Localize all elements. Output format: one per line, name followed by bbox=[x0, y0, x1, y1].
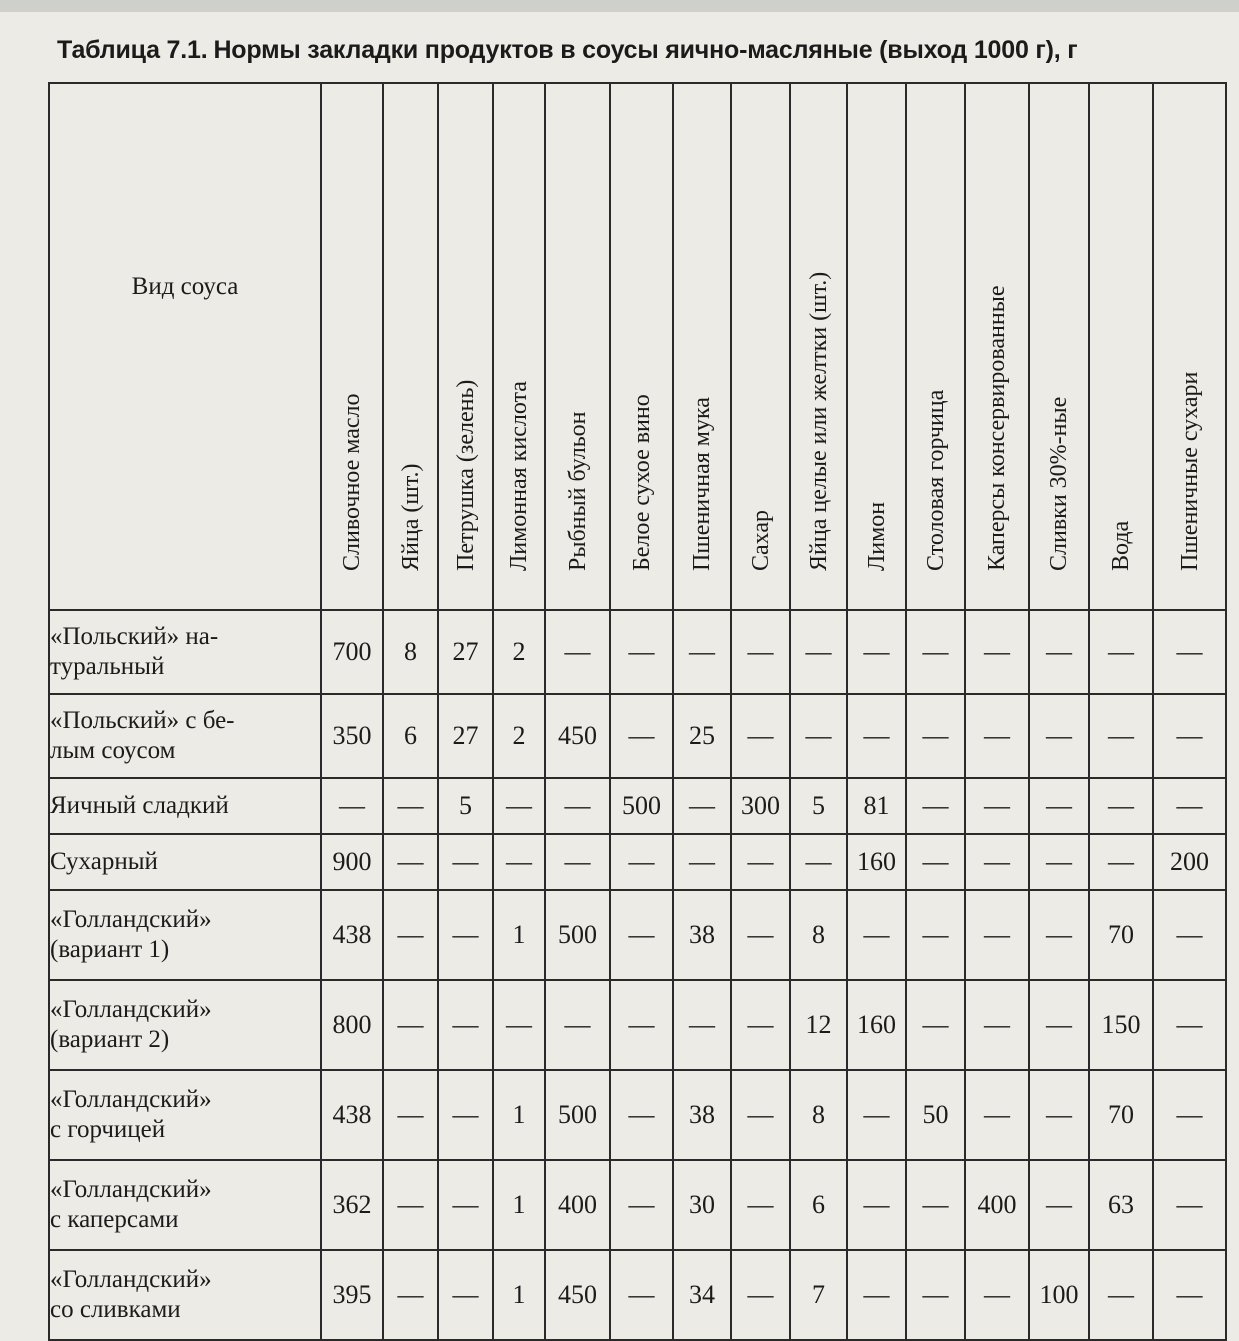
value-cell: — bbox=[1153, 1250, 1226, 1340]
value-cell: — bbox=[1153, 778, 1226, 834]
kind-column-header: Вид соуса bbox=[49, 83, 321, 610]
value-cell: — bbox=[790, 610, 847, 694]
value-cell: — bbox=[673, 778, 731, 834]
value-cell: — bbox=[1089, 778, 1153, 834]
value-cell: 34 bbox=[673, 1250, 731, 1340]
value-cell: — bbox=[847, 1160, 906, 1250]
value-cell: 450 bbox=[545, 694, 610, 778]
value-cell: — bbox=[438, 1250, 493, 1340]
value-cell: 25 bbox=[673, 694, 731, 778]
value-cell: 8 bbox=[790, 890, 847, 980]
value-cell: 500 bbox=[545, 890, 610, 980]
column-header: Рыбный бульон bbox=[545, 83, 610, 610]
value-cell: — bbox=[906, 890, 965, 980]
table-title bbox=[57, 36, 1077, 65]
value-cell: — bbox=[673, 834, 731, 890]
value-cell: — bbox=[1029, 980, 1089, 1070]
value-cell: 81 bbox=[847, 778, 906, 834]
value-cell: 8 bbox=[383, 610, 438, 694]
value-cell: — bbox=[610, 694, 673, 778]
sauce-kind-cell: «Голландский» с горчицей bbox=[49, 1070, 321, 1160]
value-cell: 400 bbox=[965, 1160, 1029, 1250]
value-cell: — bbox=[383, 1250, 438, 1340]
value-cell: — bbox=[1089, 610, 1153, 694]
table-row bbox=[49, 694, 1226, 778]
value-cell: — bbox=[610, 890, 673, 980]
value-cell: 5 bbox=[438, 778, 493, 834]
value-cell: — bbox=[1089, 834, 1153, 890]
value-cell: — bbox=[545, 980, 610, 1070]
value-cell: 30 bbox=[673, 1160, 731, 1250]
value-cell: — bbox=[673, 980, 731, 1070]
value-cell: — bbox=[610, 1250, 673, 1340]
value-cell: — bbox=[731, 1070, 790, 1160]
value-cell: — bbox=[545, 778, 610, 834]
column-header: Сливочное масло bbox=[321, 83, 383, 610]
value-cell: — bbox=[847, 694, 906, 778]
sauce-kind-cell: «Голландский» с каперсами bbox=[49, 1160, 321, 1250]
value-cell: — bbox=[847, 610, 906, 694]
value-cell: — bbox=[965, 778, 1029, 834]
value-cell: 6 bbox=[383, 694, 438, 778]
value-cell: 1 bbox=[493, 1070, 545, 1160]
column-header: Белое сухое вино bbox=[610, 83, 673, 610]
sauce-kind-cell: Сухарный bbox=[49, 834, 321, 890]
value-cell: — bbox=[610, 1160, 673, 1250]
value-cell: — bbox=[438, 890, 493, 980]
value-cell: — bbox=[610, 980, 673, 1070]
norms-table bbox=[48, 82, 1227, 1341]
value-cell: — bbox=[610, 1070, 673, 1160]
value-cell: — bbox=[493, 778, 545, 834]
value-cell: — bbox=[965, 890, 1029, 980]
value-cell: — bbox=[790, 694, 847, 778]
value-cell: — bbox=[965, 1070, 1029, 1160]
sauce-kind-cell: «Польский» с бе- лым соусом bbox=[49, 694, 321, 778]
value-cell: 27 bbox=[438, 694, 493, 778]
value-cell: — bbox=[438, 1070, 493, 1160]
sauce-kind-cell: Яичный сладкий bbox=[49, 778, 321, 834]
value-cell: 5 bbox=[790, 778, 847, 834]
column-header: Яйца (шт.) bbox=[383, 83, 438, 610]
value-cell: — bbox=[847, 1070, 906, 1160]
value-cell: — bbox=[383, 778, 438, 834]
value-cell: 900 bbox=[321, 834, 383, 890]
column-header: Пшеничная мука bbox=[673, 83, 731, 610]
value-cell: 150 bbox=[1089, 980, 1153, 1070]
page-top-edge bbox=[0, 0, 1239, 12]
value-cell: — bbox=[1153, 980, 1226, 1070]
table-row bbox=[49, 1070, 1226, 1160]
value-cell: 160 bbox=[847, 980, 906, 1070]
table-body bbox=[49, 610, 1226, 1340]
value-cell: — bbox=[965, 610, 1029, 694]
value-cell: 395 bbox=[321, 1250, 383, 1340]
value-cell: 27 bbox=[438, 610, 493, 694]
column-header: Сливки 30%-ные bbox=[1029, 83, 1089, 610]
value-cell: 700 bbox=[321, 610, 383, 694]
column-header: Яйца целые или желтки (шт.) bbox=[790, 83, 847, 610]
table-row bbox=[49, 778, 1226, 834]
value-cell: — bbox=[1029, 1160, 1089, 1250]
value-cell: 1 bbox=[493, 1160, 545, 1250]
value-cell: 50 bbox=[906, 1070, 965, 1160]
column-header: Сахар bbox=[731, 83, 790, 610]
value-cell: — bbox=[383, 980, 438, 1070]
value-cell: 438 bbox=[321, 890, 383, 980]
value-cell: 800 bbox=[321, 980, 383, 1070]
value-cell: 500 bbox=[610, 778, 673, 834]
value-cell: 70 bbox=[1089, 1070, 1153, 1160]
value-cell: 350 bbox=[321, 694, 383, 778]
column-header: Каперсы консервированные bbox=[965, 83, 1029, 610]
value-cell: — bbox=[790, 834, 847, 890]
value-cell: — bbox=[965, 694, 1029, 778]
sauce-kind-cell: «Голландский» (вариант 2) bbox=[49, 980, 321, 1070]
value-cell: — bbox=[1153, 694, 1226, 778]
table-caption: Нормы закладки продуктов в соусы яично-масляные (выход 1000 г), г bbox=[213, 36, 1078, 64]
value-cell: — bbox=[965, 980, 1029, 1070]
value-cell: — bbox=[438, 980, 493, 1070]
sauce-kind-cell: «Голландский» (вариант 1) bbox=[49, 890, 321, 980]
value-cell: — bbox=[383, 1070, 438, 1160]
value-cell: 500 bbox=[545, 1070, 610, 1160]
value-cell: — bbox=[906, 610, 965, 694]
value-cell: — bbox=[1029, 694, 1089, 778]
value-cell: — bbox=[610, 834, 673, 890]
value-cell: — bbox=[438, 834, 493, 890]
table-row bbox=[49, 890, 1226, 980]
value-cell: — bbox=[673, 610, 731, 694]
value-cell: — bbox=[321, 778, 383, 834]
value-cell: 12 bbox=[790, 980, 847, 1070]
value-cell: 300 bbox=[731, 778, 790, 834]
value-cell: 362 bbox=[321, 1160, 383, 1250]
value-cell: 38 bbox=[673, 890, 731, 980]
column-header: Столовая горчица bbox=[906, 83, 965, 610]
table-row bbox=[49, 610, 1226, 694]
value-cell: 1 bbox=[493, 890, 545, 980]
value-cell: 63 bbox=[1089, 1160, 1153, 1250]
value-cell: — bbox=[906, 980, 965, 1070]
value-cell: — bbox=[1029, 778, 1089, 834]
value-cell: 450 bbox=[545, 1250, 610, 1340]
value-cell: — bbox=[383, 834, 438, 890]
table-row bbox=[49, 1160, 1226, 1250]
value-cell: — bbox=[906, 834, 965, 890]
value-cell: 38 bbox=[673, 1070, 731, 1160]
value-cell: 70 bbox=[1089, 890, 1153, 980]
column-header: Лимонная кислота bbox=[493, 83, 545, 610]
column-header: Пшеничные сухари bbox=[1153, 83, 1226, 610]
value-cell: 2 bbox=[493, 694, 545, 778]
value-cell: — bbox=[965, 1250, 1029, 1340]
header-row bbox=[49, 83, 1226, 610]
value-cell: — bbox=[493, 834, 545, 890]
value-cell: — bbox=[731, 1250, 790, 1340]
value-cell: — bbox=[731, 610, 790, 694]
value-cell: 400 bbox=[545, 1160, 610, 1250]
value-cell: — bbox=[1153, 610, 1226, 694]
table-row bbox=[49, 834, 1226, 890]
value-cell: — bbox=[731, 890, 790, 980]
value-cell: — bbox=[1029, 834, 1089, 890]
value-cell: — bbox=[383, 890, 438, 980]
column-header: Лимон bbox=[847, 83, 906, 610]
value-cell: 1 bbox=[493, 1250, 545, 1340]
value-cell: — bbox=[610, 610, 673, 694]
value-cell: — bbox=[1029, 890, 1089, 980]
value-cell: — bbox=[906, 1250, 965, 1340]
sauce-kind-cell: «Польский» на- туральный bbox=[49, 610, 321, 694]
value-cell: 200 bbox=[1153, 834, 1226, 890]
value-cell: — bbox=[906, 694, 965, 778]
value-cell: — bbox=[731, 1160, 790, 1250]
value-cell: — bbox=[545, 610, 610, 694]
table-row bbox=[49, 1250, 1226, 1340]
value-cell: 100 bbox=[1029, 1250, 1089, 1340]
column-header: Петрушка (зелень) bbox=[438, 83, 493, 610]
value-cell: — bbox=[731, 834, 790, 890]
table-number: Таблица 7.1. bbox=[57, 36, 208, 64]
value-cell: 438 bbox=[321, 1070, 383, 1160]
value-cell: — bbox=[1153, 1160, 1226, 1250]
value-cell: — bbox=[906, 778, 965, 834]
column-header: Вода bbox=[1089, 83, 1153, 610]
value-cell: — bbox=[1153, 890, 1226, 980]
value-cell: — bbox=[383, 1160, 438, 1250]
value-cell: — bbox=[847, 1250, 906, 1340]
value-cell: — bbox=[731, 980, 790, 1070]
value-cell: 8 bbox=[790, 1070, 847, 1160]
value-cell: — bbox=[545, 834, 610, 890]
sauce-kind-cell: «Голландский» со сливками bbox=[49, 1250, 321, 1340]
value-cell: — bbox=[1029, 610, 1089, 694]
value-cell: — bbox=[1029, 1070, 1089, 1160]
value-cell: — bbox=[847, 890, 906, 980]
value-cell: — bbox=[906, 1160, 965, 1250]
value-cell: 6 bbox=[790, 1160, 847, 1250]
value-cell: 2 bbox=[493, 610, 545, 694]
value-cell: 160 bbox=[847, 834, 906, 890]
value-cell: — bbox=[1089, 694, 1153, 778]
value-cell: — bbox=[493, 980, 545, 1070]
value-cell: — bbox=[731, 694, 790, 778]
value-cell: — bbox=[965, 834, 1029, 890]
value-cell: — bbox=[438, 1160, 493, 1250]
table-row bbox=[49, 980, 1226, 1070]
value-cell: — bbox=[1153, 1070, 1226, 1160]
value-cell: 7 bbox=[790, 1250, 847, 1340]
value-cell: — bbox=[1089, 1250, 1153, 1340]
